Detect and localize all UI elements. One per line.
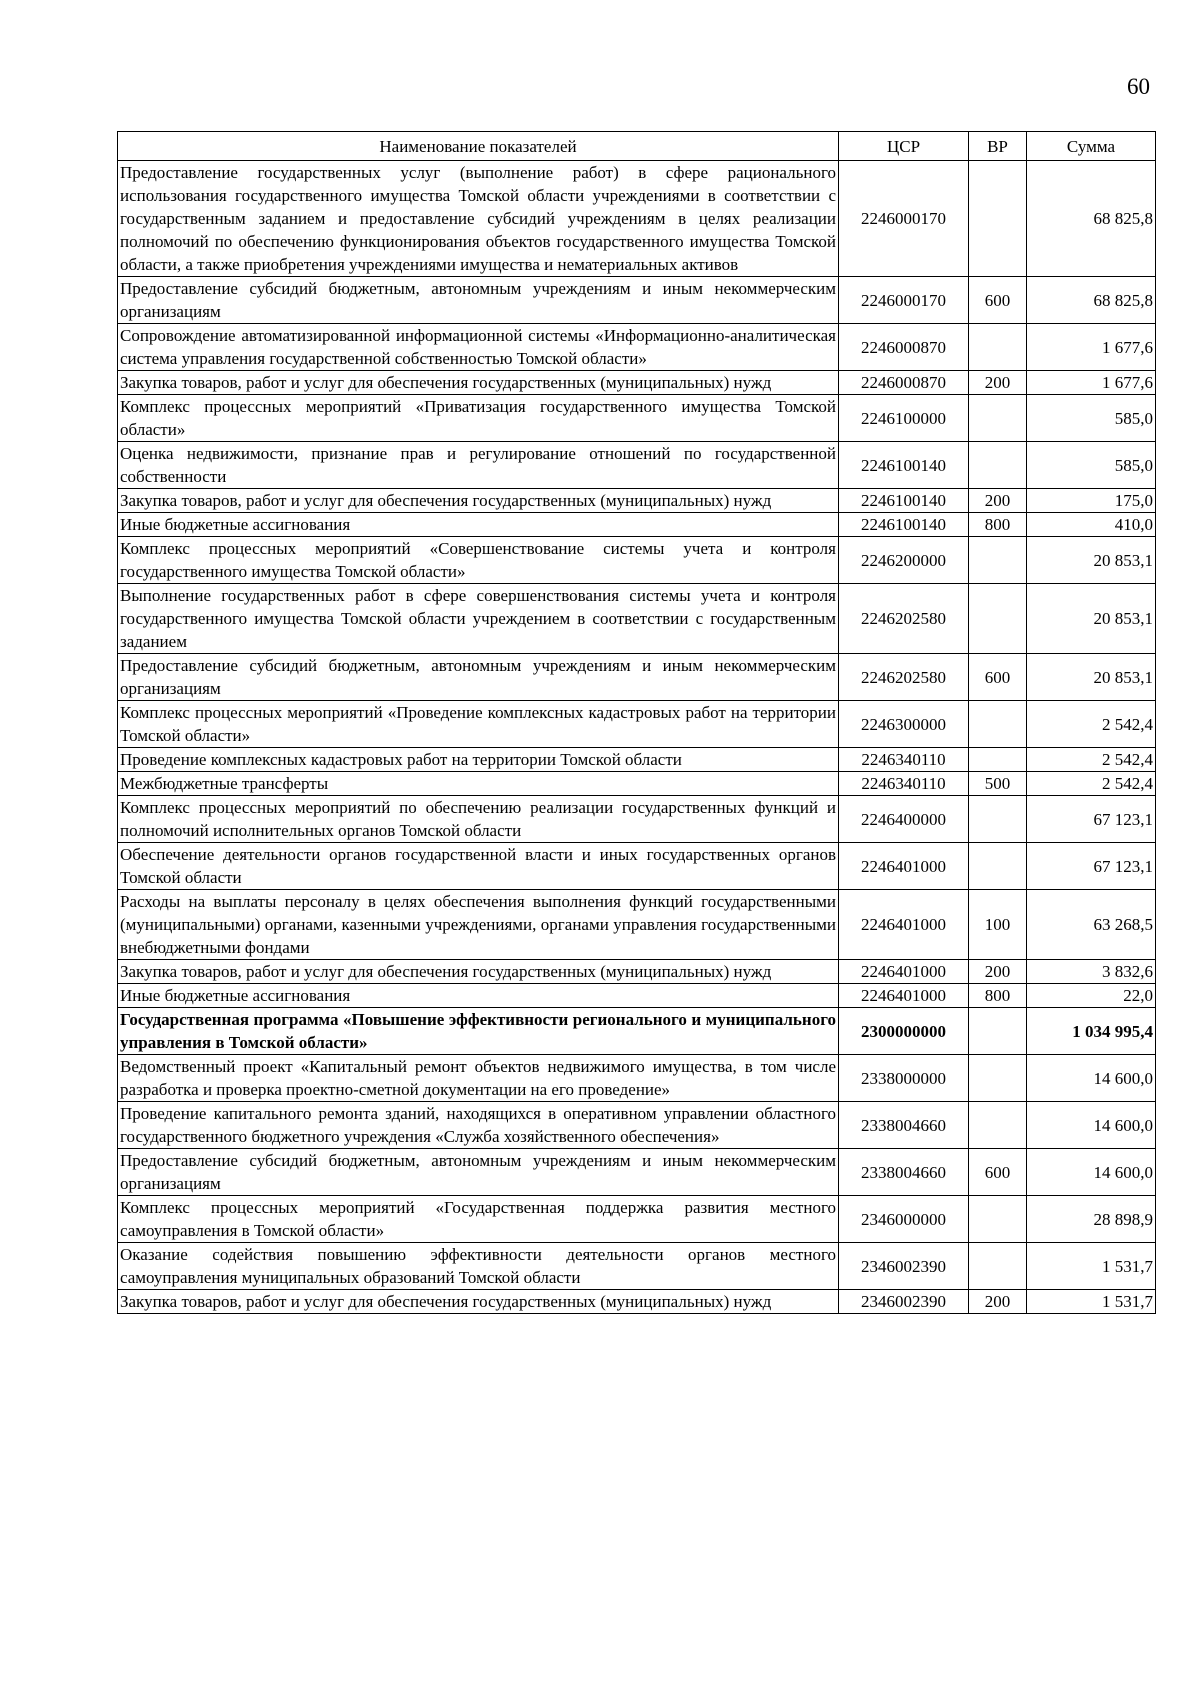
cell-sum: 585,0 — [1027, 442, 1156, 489]
cell-name: Комплекс процессных мероприятий «Государственная поддержка развития местного самоуправления в Томской области» — [118, 1196, 839, 1243]
cell-name: Предоставление субсидий бюджетным, автономным учреждениям и иным некоммерческим организациям — [118, 277, 839, 324]
cell-name: Проведение капитального ремонта зданий, находящихся в оперативном управлении областного государственного бюджетного учреждения «Служба хозяйственного обеспечения» — [118, 1102, 839, 1149]
cell-sum: 20 853,1 — [1027, 537, 1156, 584]
cell-csr: 2246000870 — [839, 324, 969, 371]
cell-vr — [969, 442, 1027, 489]
table-row — [118, 1243, 1156, 1290]
cell-csr: 2246401000 — [839, 960, 969, 984]
cell-csr: 2246000870 — [839, 371, 969, 395]
cell-name: Ведомственный проект «Капитальный ремонт объектов недвижимого имущества, в том числе разработка и проверка проектно-сметной документации на его проведение» — [118, 1055, 839, 1102]
cell-csr: 2246100140 — [839, 513, 969, 537]
table-row — [118, 442, 1156, 489]
table-row — [118, 701, 1156, 748]
cell-name: Закупка товаров, работ и услуг для обеспечения государственных (муниципальных) нужд — [118, 1290, 839, 1314]
cell-name: Комплекс процессных мероприятий «Совершенствование системы учета и контроля государственного имущества Томской области» — [118, 537, 839, 584]
table-row — [118, 537, 1156, 584]
cell-name: Выполнение государственных работ в сфере совершенствования системы учета и контроля государственного имущества Томской области учреждением в соответствии с государственным заданием — [118, 584, 839, 654]
cell-name: Комплекс процессных мероприятий «Проведение комплексных кадастровых работ на территории Томской области» — [118, 701, 839, 748]
cell-vr — [969, 324, 1027, 371]
cell-csr: 2246200000 — [839, 537, 969, 584]
cell-vr: 600 — [969, 1149, 1027, 1196]
cell-csr: 2246000170 — [839, 161, 969, 277]
cell-csr: 2246401000 — [839, 843, 969, 890]
cell-vr: 100 — [969, 890, 1027, 960]
table-row — [118, 1196, 1156, 1243]
cell-sum: 1 677,6 — [1027, 324, 1156, 371]
cell-csr: 2246202580 — [839, 584, 969, 654]
cell-vr: 600 — [969, 654, 1027, 701]
table-row — [118, 1055, 1156, 1102]
table-row — [118, 654, 1156, 701]
table-row — [118, 772, 1156, 796]
cell-sum: 14 600,0 — [1027, 1102, 1156, 1149]
table-row — [118, 277, 1156, 324]
cell-vr — [969, 537, 1027, 584]
cell-vr — [969, 1102, 1027, 1149]
cell-csr: 2346000000 — [839, 1196, 969, 1243]
cell-sum: 175,0 — [1027, 489, 1156, 513]
table-row — [118, 395, 1156, 442]
cell-vr: 800 — [969, 984, 1027, 1008]
cell-vr — [969, 1008, 1027, 1055]
cell-csr: 2246000170 — [839, 277, 969, 324]
table-row — [118, 890, 1156, 960]
header-csr: ЦСР — [839, 132, 969, 161]
header-sum: Сумма — [1027, 132, 1156, 161]
cell-sum: 20 853,1 — [1027, 654, 1156, 701]
cell-sum: 67 123,1 — [1027, 843, 1156, 890]
cell-vr: 200 — [969, 960, 1027, 984]
header-name: Наименование показателей — [118, 132, 839, 161]
cell-csr: 2338004660 — [839, 1102, 969, 1149]
cell-name: Закупка товаров, работ и услуг для обеспечения государственных (муниципальных) нужд — [118, 371, 839, 395]
cell-sum: 2 542,4 — [1027, 748, 1156, 772]
cell-name: Иные бюджетные ассигнования — [118, 513, 839, 537]
cell-sum: 68 825,8 — [1027, 277, 1156, 324]
cell-name: Сопровождение автоматизированной информационной системы «Информационно-аналитическая система управления государственной собственностью Томской области» — [118, 324, 839, 371]
cell-sum: 67 123,1 — [1027, 796, 1156, 843]
cell-sum: 20 853,1 — [1027, 584, 1156, 654]
table-row — [118, 1008, 1156, 1055]
cell-name: Закупка товаров, работ и услуг для обеспечения государственных (муниципальных) нужд — [118, 960, 839, 984]
cell-sum: 1 531,7 — [1027, 1290, 1156, 1314]
cell-name: Иные бюджетные ассигнования — [118, 984, 839, 1008]
table-row — [118, 489, 1156, 513]
cell-sum: 68 825,8 — [1027, 161, 1156, 277]
table-row — [118, 1290, 1156, 1314]
cell-csr: 2246202580 — [839, 654, 969, 701]
cell-vr: 500 — [969, 772, 1027, 796]
cell-sum: 410,0 — [1027, 513, 1156, 537]
table-row — [118, 371, 1156, 395]
cell-csr: 2246100000 — [839, 395, 969, 442]
cell-sum: 14 600,0 — [1027, 1055, 1156, 1102]
cell-name: Проведение комплексных кадастровых работ на территории Томской области — [118, 748, 839, 772]
cell-sum: 63 268,5 — [1027, 890, 1156, 960]
cell-csr: 2246400000 — [839, 796, 969, 843]
cell-vr — [969, 161, 1027, 277]
cell-name: Межбюджетные трансферты — [118, 772, 839, 796]
cell-name: Оценка недвижимости, признание прав и регулирование отношений по государственной собственности — [118, 442, 839, 489]
table-row — [118, 161, 1156, 277]
cell-name: Комплекс процессных мероприятий по обеспечению реализации государственных функций и полномочий исполнительных органов Томской области — [118, 796, 839, 843]
table-row — [118, 1102, 1156, 1149]
cell-vr: 600 — [969, 277, 1027, 324]
cell-vr — [969, 1196, 1027, 1243]
cell-name: Расходы на выплаты персоналу в целях обеспечения выполнения функций государственными (муниципальными) органами, казенными учреждениями, органами управления государственными внебюджетными фондами — [118, 890, 839, 960]
table-row — [118, 843, 1156, 890]
cell-csr: 2338004660 — [839, 1149, 969, 1196]
cell-name: Закупка товаров, работ и услуг для обеспечения государственных (муниципальных) нужд — [118, 489, 839, 513]
cell-vr: 200 — [969, 1290, 1027, 1314]
cell-name: Государственная программа «Повышение эффективности регионального и муниципального управления в Томской области» — [118, 1008, 839, 1055]
cell-csr: 2300000000 — [839, 1008, 969, 1055]
cell-vr: 800 — [969, 513, 1027, 537]
cell-sum: 1 034 995,4 — [1027, 1008, 1156, 1055]
table-row — [118, 796, 1156, 843]
cell-sum: 3 832,6 — [1027, 960, 1156, 984]
cell-csr: 2246100140 — [839, 442, 969, 489]
cell-name: Предоставление субсидий бюджетным, автономным учреждениям и иным некоммерческим организациям — [118, 654, 839, 701]
cell-sum: 1 531,7 — [1027, 1243, 1156, 1290]
cell-sum: 1 677,6 — [1027, 371, 1156, 395]
cell-vr — [969, 701, 1027, 748]
cell-csr: 2246340110 — [839, 748, 969, 772]
cell-sum: 22,0 — [1027, 984, 1156, 1008]
cell-sum: 2 542,4 — [1027, 701, 1156, 748]
cell-vr — [969, 1243, 1027, 1290]
cell-vr — [969, 1055, 1027, 1102]
cell-csr: 2246401000 — [839, 890, 969, 960]
cell-name: Комплекс процессных мероприятий «Приватизация государственного имущества Томской области» — [118, 395, 839, 442]
cell-csr: 2246401000 — [839, 984, 969, 1008]
cell-vr — [969, 748, 1027, 772]
cell-name: Оказание содействия повышению эффективности деятельности органов местного самоуправления муниципальных образований Томской области — [118, 1243, 839, 1290]
cell-sum: 28 898,9 — [1027, 1196, 1156, 1243]
table-row — [118, 1149, 1156, 1196]
cell-csr: 2338000000 — [839, 1055, 969, 1102]
cell-vr — [969, 584, 1027, 654]
budget-table — [117, 131, 1156, 1314]
cell-csr: 2346002390 — [839, 1243, 969, 1290]
cell-sum: 14 600,0 — [1027, 1149, 1156, 1196]
cell-name: Предоставление субсидий бюджетным, автономным учреждениям и иным некоммерческим организациям — [118, 1149, 839, 1196]
cell-vr: 200 — [969, 371, 1027, 395]
cell-sum: 585,0 — [1027, 395, 1156, 442]
table-row — [118, 984, 1156, 1008]
page-number: 60 — [1127, 74, 1150, 99]
header-vr: ВР — [969, 132, 1027, 161]
table-row — [118, 960, 1156, 984]
table-row — [118, 748, 1156, 772]
cell-name: Предоставление государственных услуг (выполнение работ) в сфере рационального использования государственного имущества Томской области учреждениями в соответствии с государственным заданием и предоставление субсидий учреждениям в целях реализации полномочий по обеспечению функционирования объектов государственного имущества Томской области, а также приобретения учреждениями имущества и нематериальных активов — [118, 161, 839, 277]
table-row — [118, 324, 1156, 371]
table-body — [118, 161, 1156, 1314]
table-header-row — [118, 132, 1156, 161]
cell-sum: 2 542,4 — [1027, 772, 1156, 796]
table-row — [118, 513, 1156, 537]
cell-csr: 2346002390 — [839, 1290, 969, 1314]
cell-csr: 2246340110 — [839, 772, 969, 796]
cell-vr: 200 — [969, 489, 1027, 513]
cell-vr — [969, 796, 1027, 843]
table-row — [118, 584, 1156, 654]
cell-vr — [969, 395, 1027, 442]
cell-csr: 2246300000 — [839, 701, 969, 748]
cell-name: Обеспечение деятельности органов государственной власти и иных государственных органов Томской области — [118, 843, 839, 890]
cell-csr: 2246100140 — [839, 489, 969, 513]
cell-vr — [969, 843, 1027, 890]
